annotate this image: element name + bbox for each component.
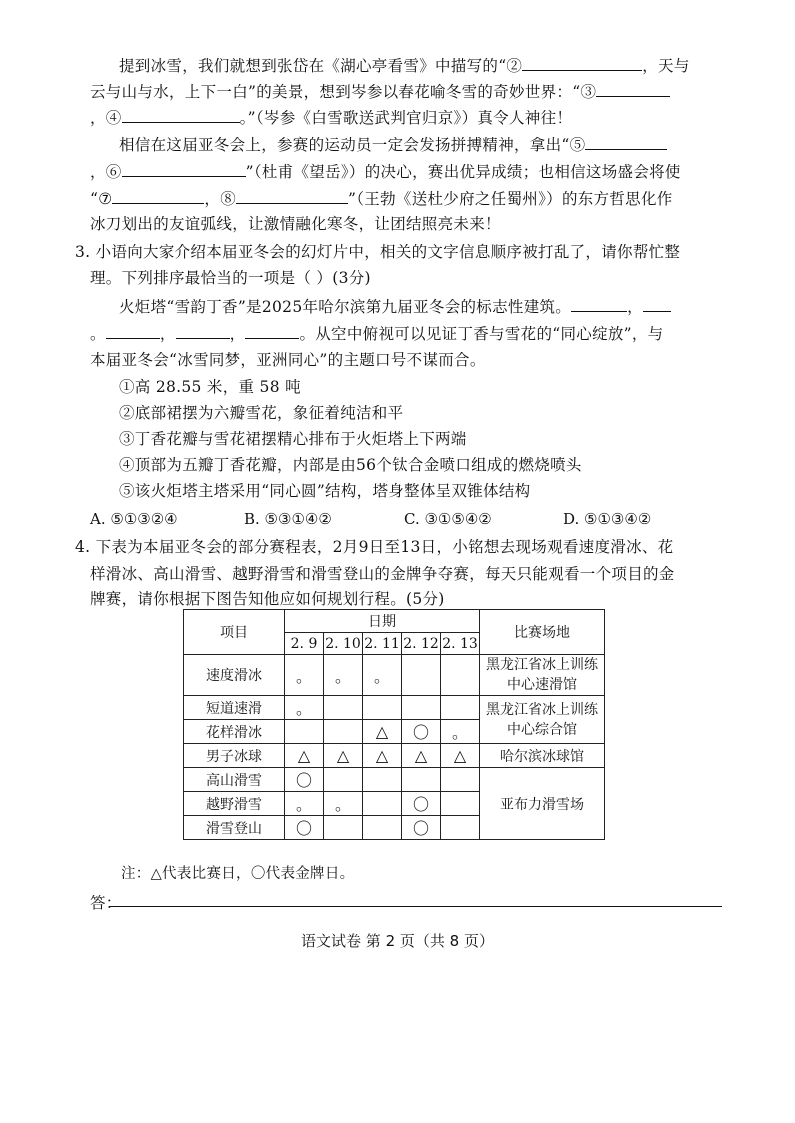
date-col: 2. 10: [324, 633, 363, 655]
schedule-cell: [363, 768, 402, 792]
para2-line3: [90, 188, 673, 209]
event-name: 花样滑冰: [184, 720, 285, 744]
table-note: 注：△代表比赛日，〇代表金牌日。: [121, 866, 355, 882]
schedule-cell: [441, 816, 480, 840]
schedule-cell: [402, 655, 441, 696]
answer-label: 答：: [90, 894, 122, 912]
header-item: 项目: [184, 610, 285, 655]
venue: 亚布力滑雪场: [480, 768, 605, 840]
q3-passage-line3: 本届亚冬会“冰雪同梦，亚洲同心”的主题口号不谋而合。: [90, 351, 486, 369]
q3-item-2: ②底部裙摆为六瓣雪花，象征着纯洁和平: [119, 404, 404, 422]
q3-item-4: ④顶部为五瓣丁香花瓣，内部是由56个钛合金喷口组成的燃烧喷头: [119, 456, 582, 474]
schedule-cell: [324, 720, 363, 744]
header-venue: 比赛场地: [480, 610, 605, 655]
schedule-cell: [363, 816, 402, 840]
schedule-cell: [363, 696, 402, 720]
para1-line1: [119, 55, 690, 76]
text: 。: [90, 325, 106, 343]
text: ，: [627, 298, 643, 316]
schedule-cell: 〇: [285, 768, 324, 792]
q3-item-3: ③丁香花瓣与雪花裙摆精心排布于火炬塔上下两端: [119, 430, 467, 448]
para2-line2: [90, 161, 681, 182]
text: ，天与: [642, 57, 690, 75]
order-blank-3[interactable]: [106, 323, 160, 339]
text: ，④: [90, 109, 122, 127]
schedule-cell: 。: [285, 792, 324, 816]
schedule-cell: 。: [285, 655, 324, 696]
schedule-cell: [441, 655, 480, 696]
event-name: 男子冰球: [184, 744, 285, 768]
page-footer: 语文试卷 第 2 页（共 8 页）: [301, 932, 494, 950]
date-col: 2. 13: [441, 633, 480, 655]
order-blank-4[interactable]: [176, 323, 230, 339]
schedule-cell: [324, 816, 363, 840]
event-name: 滑雪登山: [184, 816, 285, 840]
date-col: 2. 9: [285, 633, 324, 655]
venue: 哈尔滨冰球馆: [480, 744, 605, 768]
schedule-cell: [324, 696, 363, 720]
fill-blank-8[interactable]: [236, 188, 348, 204]
text: 。”（岑参《白雪歌送武判官归京》）真令人神往！: [239, 109, 573, 127]
table-row: [184, 768, 605, 792]
schedule-cell: [324, 768, 363, 792]
schedule-cell: 〇: [402, 816, 441, 840]
q4-stem-line1: 4. 下表为本届亚冬会的部分赛程表，2月9日至13日，小铭想去现场观看速度滑冰、花: [75, 538, 674, 556]
q3-stem-line2: 理。下列排序最恰当的一项是（ ）(3分): [90, 269, 371, 287]
text: 相信在这届亚冬会上，参赛的运动员一定会发扬拼搏精神，拿出“⑤: [119, 136, 586, 154]
text: “⑦: [90, 190, 113, 208]
schedule-cell: 。: [285, 696, 324, 720]
text: ，⑧: [204, 190, 237, 208]
q3-passage-line1: [119, 296, 671, 317]
text: 火炬塔“雪韵丁香”是2025年哈尔滨第九届亚冬会的标志性建筑。: [119, 298, 572, 316]
schedule-cell: 。: [363, 655, 402, 696]
schedule-cell: [441, 696, 480, 720]
schedule-cell: △: [441, 744, 480, 768]
schedule-cell: [441, 768, 480, 792]
date-col: 2. 11: [363, 633, 402, 655]
para1-line2: [90, 81, 670, 102]
fill-blank-5[interactable]: [585, 134, 667, 150]
fill-blank-7[interactable]: [112, 188, 204, 204]
fill-blank-4[interactable]: [122, 107, 240, 123]
schedule-cell: △: [402, 744, 441, 768]
text: 提到冰雪，我们就想到张岱在《湖心亭看雪》中描写的“②: [119, 57, 523, 75]
schedule-cell: △: [324, 744, 363, 768]
text: ，: [159, 325, 176, 343]
date-col: 2. 12: [402, 633, 441, 655]
answer-input-line[interactable]: [109, 906, 722, 907]
q3-option-b[interactable]: B. ⑤③①④②: [244, 510, 332, 528]
fill-blank-3[interactable]: [596, 81, 670, 97]
q3-option-a[interactable]: A. ⑤①③②④: [90, 510, 178, 528]
q3-item-5: ⑤该火炬塔主塔采用“同心圆”结构，塔身整体呈双锥体结构: [119, 482, 531, 500]
schedule-cell: [363, 792, 402, 816]
para2-line1: [119, 134, 667, 155]
para2-line4: 冰刀划出的友谊弧线，让激情融化寒冬，让团结照亮未来！: [90, 215, 501, 233]
text: 云与山与水，上下一白”的美景，想到岑参以春花喻冬雪的奇妙世界：“③: [90, 83, 597, 101]
q3-stem-line1: 3. 小语向大家介绍本届亚冬会的幻灯片中，相关的文字信息顺序被打乱了，请你帮忙整: [75, 243, 681, 261]
text: ，⑥: [90, 163, 122, 181]
schedule-table: [183, 609, 605, 840]
header-date: 日期: [285, 610, 480, 633]
schedule-cell: △: [363, 720, 402, 744]
q4-stem-line3: 牌赛，请你根据下图告知他应如何规划行程。(5分): [90, 590, 445, 608]
text: 。从空中俯视可以见证丁香与雪花的“同心绽放”，与: [299, 325, 664, 343]
schedule-cell: [402, 768, 441, 792]
para1-line3: [90, 107, 572, 128]
venue: 黑龙江省冰上训练中心速滑馆: [480, 655, 605, 696]
schedule-cell: [285, 720, 324, 744]
text: ”（杜甫《望岳》）的决心，赛出优异成绩；也相信这场盛会将使: [245, 163, 681, 181]
schedule-cell: 〇: [285, 816, 324, 840]
q3-option-c[interactable]: C. ③①⑤④②: [404, 510, 492, 528]
order-blank-1[interactable]: [571, 296, 627, 312]
q3-option-d[interactable]: D. ⑤①③④②: [563, 510, 652, 528]
q4-stem-line2: 样滑冰、高山滑雪、越野滑雪和滑雪登山的金牌争夺赛，每天只能观看一个项目的金: [90, 565, 675, 583]
table-row: [184, 655, 605, 696]
schedule-cell: 〇: [402, 720, 441, 744]
text: ，: [229, 325, 246, 343]
event-name: 越野滑雪: [184, 792, 285, 816]
table-row: [184, 744, 605, 768]
schedule-cell: 。: [441, 720, 480, 744]
event-name: 短道速滑: [184, 696, 285, 720]
schedule-cell: △: [363, 744, 402, 768]
fill-blank-6[interactable]: [122, 161, 246, 177]
schedule-cell: 。: [324, 792, 363, 816]
order-blank-5[interactable]: [245, 323, 299, 339]
q3-passage-line2: [90, 323, 664, 344]
schedule-cell: 〇: [402, 792, 441, 816]
schedule-cell: [402, 696, 441, 720]
event-name: 速度滑冰: [184, 655, 285, 696]
q3-item-1: ①高 28.55 米，重 58 吨: [119, 378, 301, 396]
fill-blank-2[interactable]: [522, 55, 642, 71]
schedule-cell: [441, 792, 480, 816]
table-row: [184, 696, 605, 720]
schedule-cell: 。: [324, 655, 363, 696]
venue: 黑龙江省冰上训练中心综合馆: [480, 696, 605, 744]
text: ”（王勃《送杜少府之任蜀州》）的东方哲思化作: [348, 190, 673, 208]
event-name: 高山滑雪: [184, 768, 285, 792]
order-blank-2[interactable]: [643, 296, 671, 312]
schedule-cell: △: [285, 744, 324, 768]
